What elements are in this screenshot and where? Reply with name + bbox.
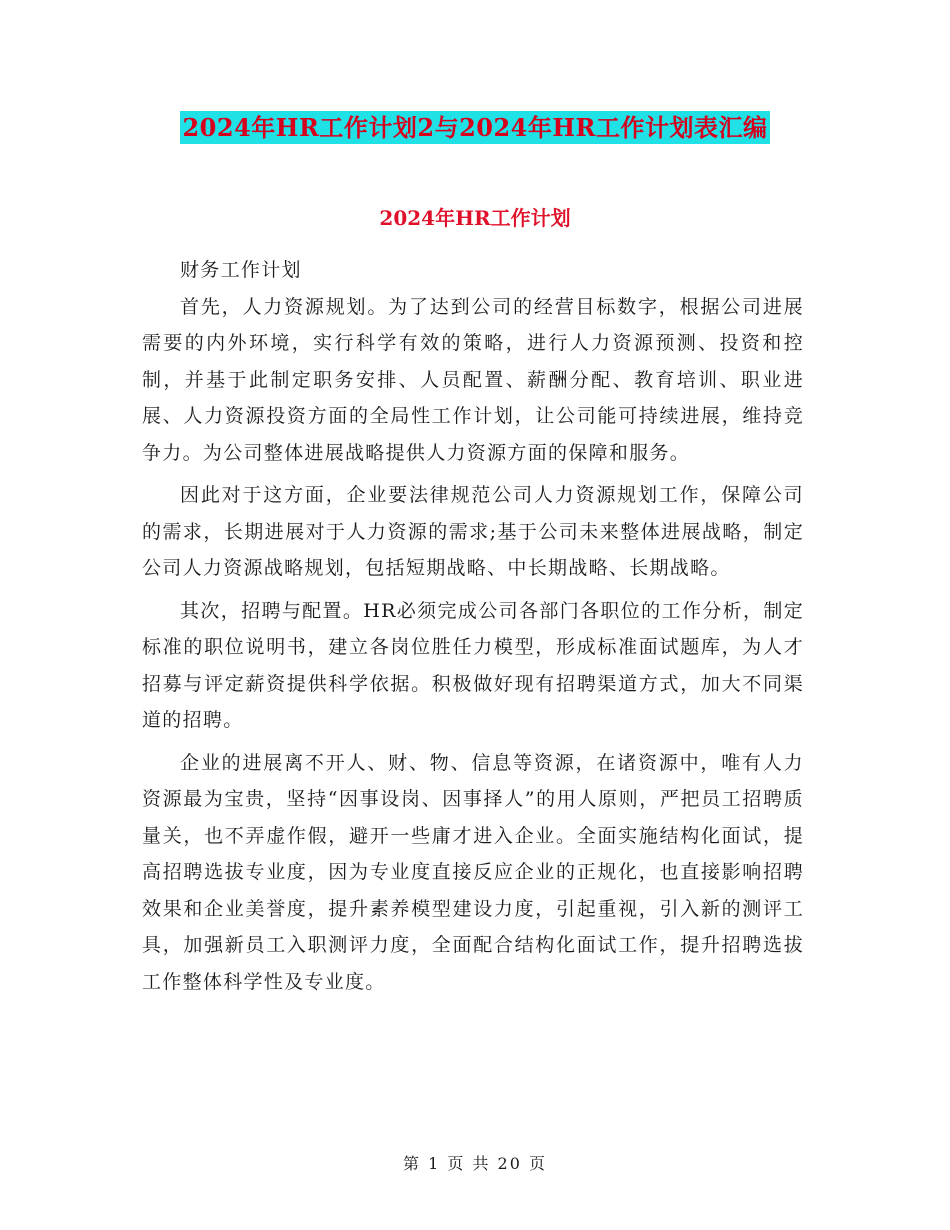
paragraph: 其次，招聘与配置。HR必须完成公司各部门各职位的工作分析，制定标准的职位说明书，建立各岗位胜任力模型，形成标准面试题库，为人才招募与评定薪资提供科学依据。积极做好现有招聘渠道方式，加大不同渠道的招聘。 <box>142 599 804 731</box>
paragraph: 企业的进展离不开人、财、物、信息等资源，在诸资源中，唯有人力资源最为宝贵，坚持“因事设岗、因事择人”的用人原则，严把员工招聘质量关，也不弄虚作假，避开一些庸才进入企业。全面实施结构化面试，提高招聘选拔专业度，因为专业度直接反应企业的正规化，也直接影响招聘效果和企业美誉度，提升素养模型建设力度，引起重视，引入新的测评工具，加强新员工入职测评力度，全面配合结构化面试工作，提升招聘选拔工作整体科学性及专业度。 <box>142 751 804 993</box>
document-body <box>142 220 804 1000</box>
paragraph: 首先，人力资源规划。为了达到公司的经营目标数字，根据公司进展需要的内外环境，实行科学有效的策略，进行人力资源预测、投资和控制，并基于此制定职务安排、人员配置、薪酬分配、教育培训、职业进展、人力资源投资方面的全局性工作计划，让公司能可持续进展，维持竞争力。为公司整体进展战略提供人力资源方面的保障和服务。 <box>142 295 804 464</box>
paragraph-heading: 财务工作计划 <box>180 259 302 281</box>
paragraph: 因此对于这方面，企业要法律规范公司人力资源规划工作，保障公司的需求，长期进展对于人力资源的需求;基于公司未来整体进展战略，制定公司人力资源战略规划，包括短期战略、中长期战略、长期战略。 <box>142 484 804 579</box>
section-title: 2024年HR工作计划 <box>379 206 571 230</box>
document-title <box>0 110 950 146</box>
page-footer: 第 1 页 共 20 页 <box>403 1154 547 1173</box>
document-title-text: 2024年HR工作计划2与2024年HR工作计划表汇编 <box>182 113 768 142</box>
